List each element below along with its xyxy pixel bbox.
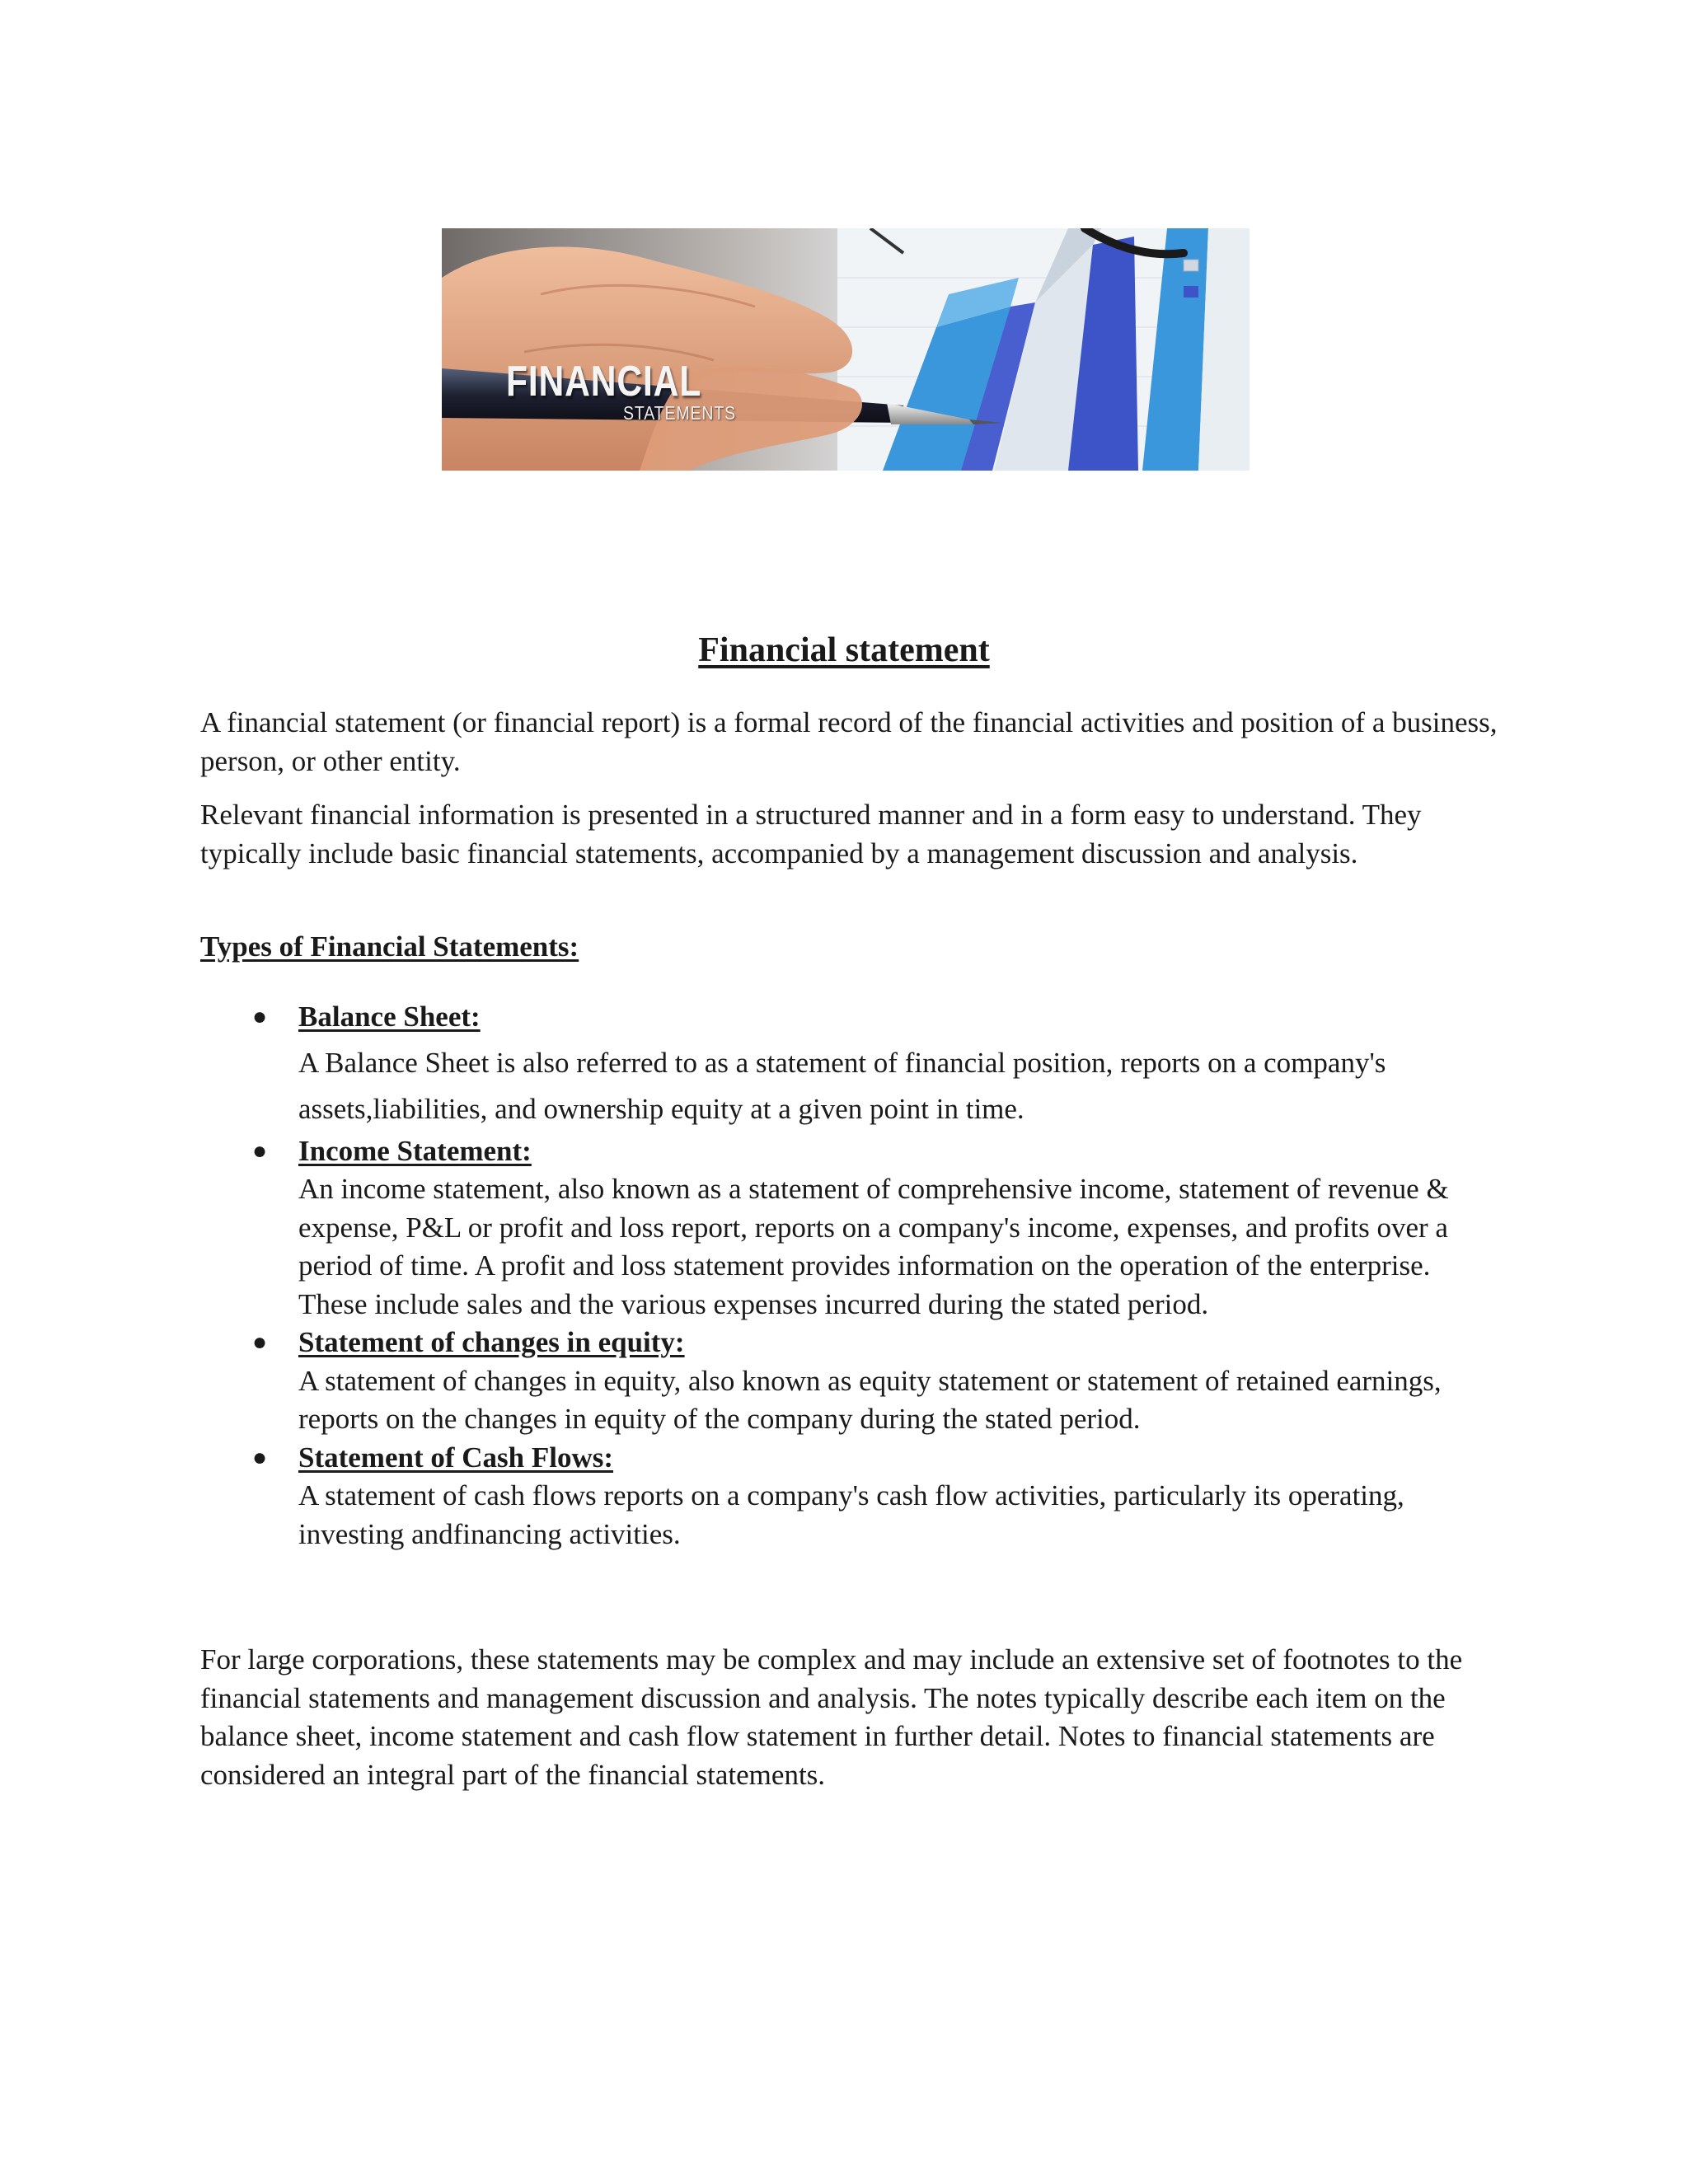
list-item: [252, 1324, 1502, 1439]
item-description: An income statement, also known as a statement of comprehensive income, statement of revenue & expense, P&L or profit and loss report, reports on a company's income, expenses, and profits over a period of time. A profit and loss statement provides information on the operation of the enterprise. These include sales and the various expenses incurred during the stated period.: [298, 1173, 1449, 1320]
types-list: [252, 998, 1502, 1554]
banner-illustration: [442, 228, 1250, 471]
financial-statements-banner-image: [442, 228, 1250, 471]
list-item: [252, 998, 1502, 1132]
banner-word: FINANCIAL: [506, 358, 702, 405]
bullet-icon: ●: [252, 1003, 268, 1030]
list-item: [252, 1132, 1502, 1324]
item-heading: Statement of changes in equity:: [298, 1326, 685, 1358]
item-description: A statement of changes in equity, also known as equity statement or statement of retained earnings, reports on the changes in equity of the company during the stated period.: [298, 1364, 1442, 1435]
closing-paragraph: For large corporations, these statements may be complex and may include an extensive set of footnotes to the financial statements and management discussion and analysis. The notes typically describe each item on the balance sheet, income statement and cash flow statement in further detail. Notes to financial statements are considered an integral part of the financial statements.: [200, 1643, 1463, 1791]
bullet-icon: ●: [252, 1137, 268, 1165]
item-description: A statement of cash flows reports on a company's cash flow activities, particularly its operating, investing andfinancing activities.: [298, 1479, 1404, 1550]
bullet-icon: ●: [252, 1443, 268, 1471]
item-heading: Statement of Cash Flows:: [298, 1441, 614, 1474]
bullet-icon: ●: [252, 1329, 268, 1356]
item-heading: Balance Sheet:: [298, 1001, 481, 1033]
item-heading: Income Statement:: [298, 1134, 532, 1167]
list-item: [252, 1439, 1502, 1554]
item-description: A Balance Sheet is also referred to as a statement of financial position, reports on a company's assets,liabilities, and ownership equity at a given point in time.: [298, 1046, 1386, 1125]
page-title: Financial statement: [698, 631, 990, 669]
types-heading: Types of Financial Statements:: [200, 930, 579, 963]
relevant-paragraph: Relevant financial information is presented in a structured manner and in a form easy to understand. They typically include basic financial statements, accompanied by a management discussion and analysis.: [200, 799, 1422, 869]
intro-paragraph: A financial statement (or financial report) is a formal record of the financial activities and position of a business, person, or other entity.: [200, 706, 1498, 777]
banner-subword: STATEMENTS: [623, 402, 737, 424]
